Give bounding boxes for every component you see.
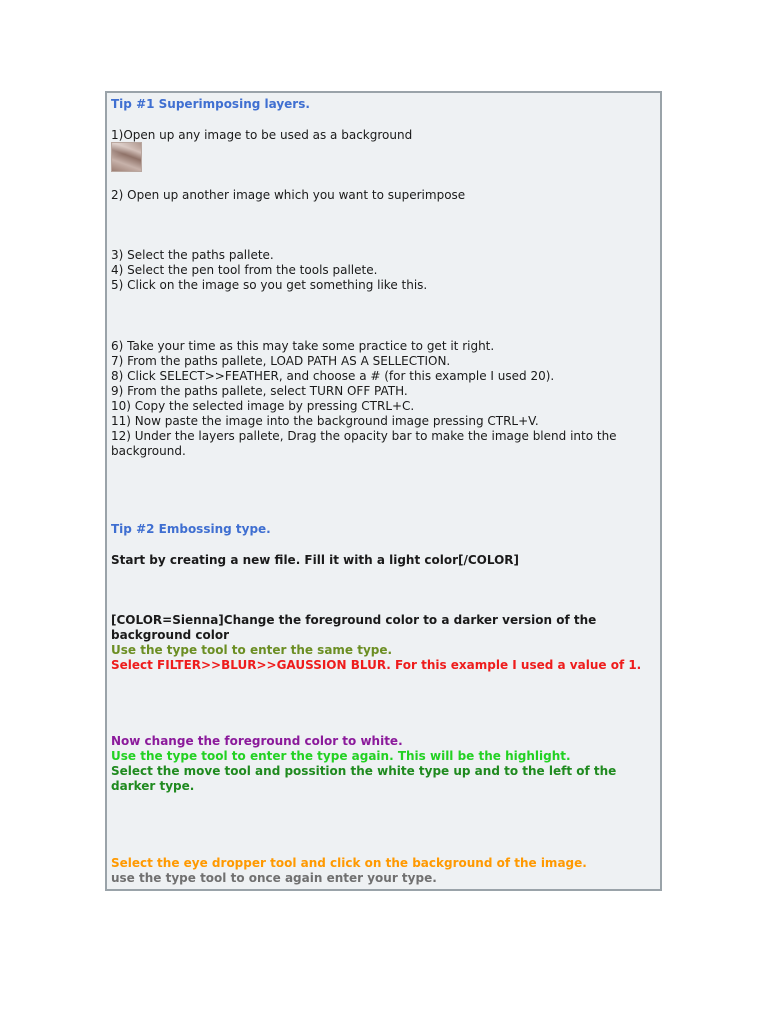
tip2-group3 [111,856,656,886]
step-line: 12) Under the layers pallete, Drag the opacity bar to make the image blend into the background. [111,429,617,458]
step-line: 6) Take your time as this may take some practice to get it right. [111,339,495,353]
background-image-thumbnail [111,142,142,172]
instruction-line: Now change the foreground color to white. [111,734,403,748]
step-line: 9) From the paths pallete, select TURN OFF PATH. [111,384,408,398]
tip1-step2: 2) Open up another image which you want to superimpose [111,188,466,202]
step-line: 10) Copy the selected image by pressing CTRL+C. [111,399,415,413]
tips-panel [105,91,662,891]
tip1-steps-6-12 [111,339,656,459]
instruction-line: Select the eye dropper tool and click on the background of the image. [111,856,587,870]
step-line: 8) Click SELECT>>FEATHER, and choose a # (for this example I used 20). [111,369,555,383]
step-line: 5) Click on the image so you get something like this. [111,278,428,292]
tip2-title: Tip #2 Embossing type. [111,522,271,536]
tip2-group1 [111,613,656,673]
instruction-line: Select FILTER>>BLUR>>GAUSSION BLUR. For this example I used a value of 1. [111,658,642,672]
step-line: 7) From the paths pallete, LOAD PATH AS A SELLECTION. [111,354,451,368]
instruction-line: Select the move tool and possition the white type up and to the left of the darker type. [111,764,617,793]
instruction-line: use the type tool to once again enter your type. [111,871,437,885]
instruction-line: Use the type tool to enter the type again. This will be the highlight. [111,749,571,763]
tip1-steps-3-5 [111,248,656,293]
instruction-line: Use the type tool to enter the same type. [111,643,393,657]
tip2-start: Start by creating a new file. Fill it with a light color[/COLOR] [111,553,520,567]
step-line: 11) Now paste the image into the background image pressing CTRL+V. [111,414,539,428]
step-line: 3) Select the paths pallete. [111,248,274,262]
instruction-line: [COLOR=Sienna]Change the foreground color to a darker version of the background color [111,613,597,642]
tip1-step1: 1)Open up any image to be used as a background [111,128,413,142]
tip2-group2 [111,734,656,794]
step-line: 4) Select the pen tool from the tools pallete. [111,263,378,277]
tip1-title: Tip #1 Superimposing layers. [111,97,310,111]
